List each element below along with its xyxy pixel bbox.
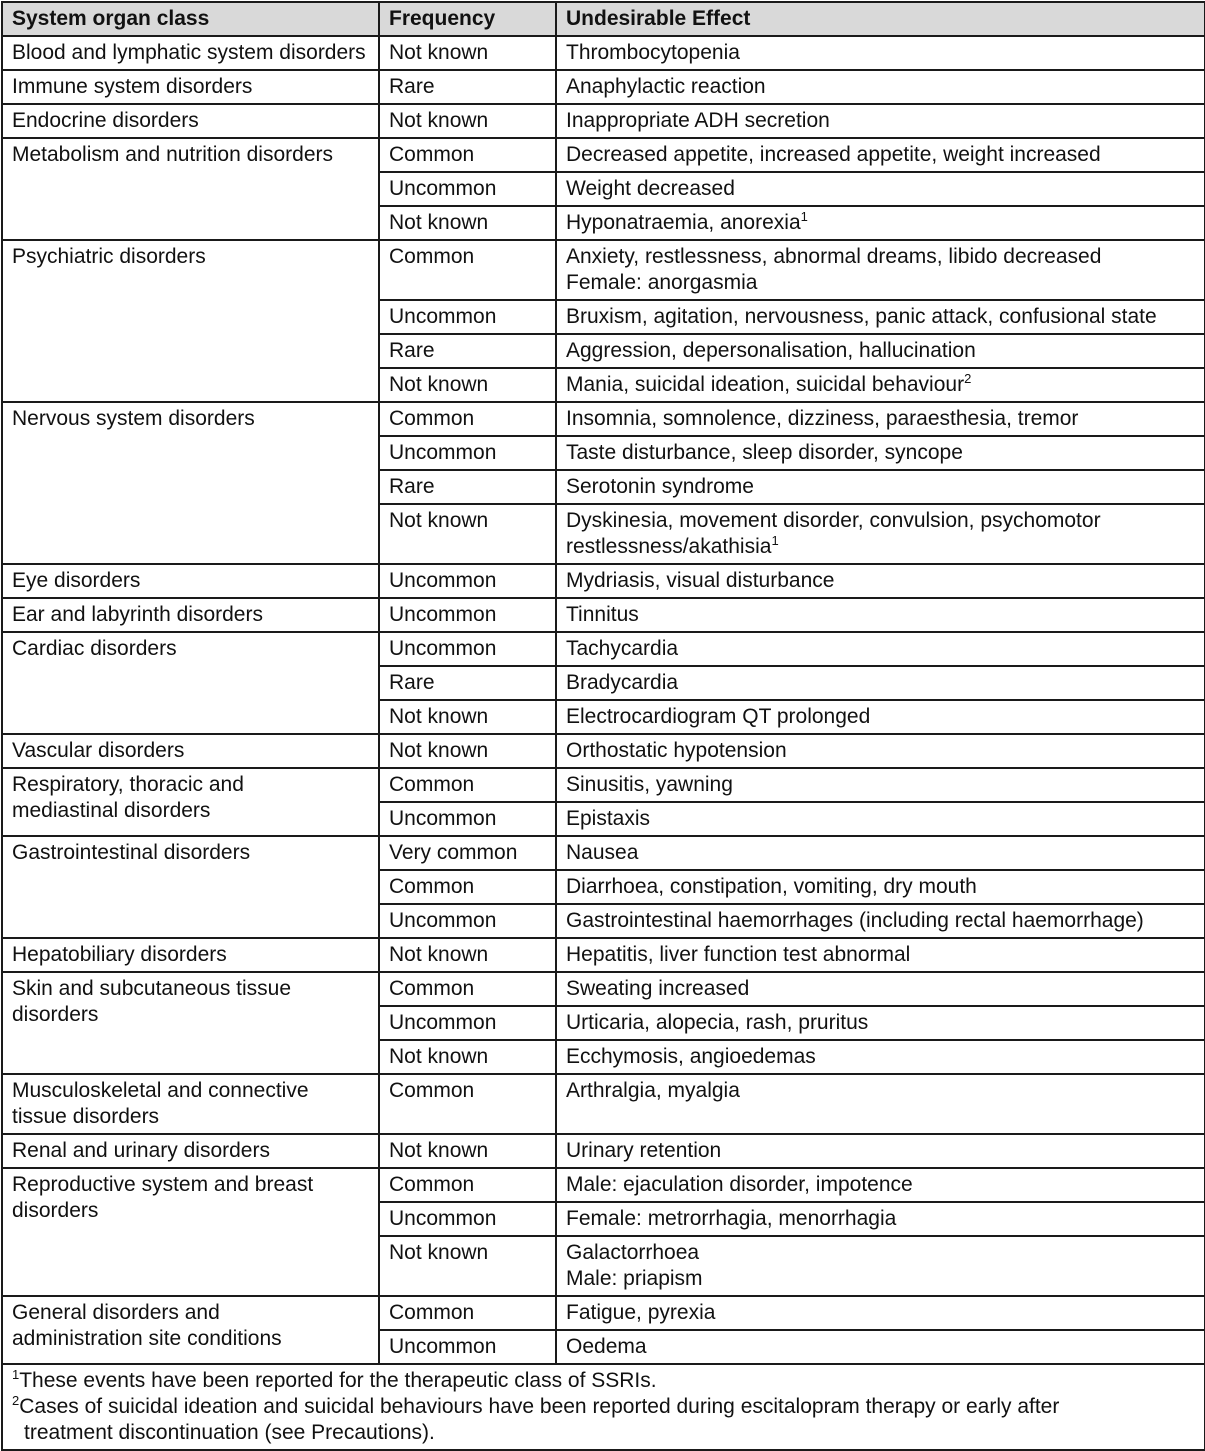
effect-text: Female: metrorrhagia, menorrhagia bbox=[566, 1207, 897, 1230]
undesirable-effect-cell bbox=[556, 206, 1205, 240]
frequency-cell: Not known bbox=[379, 206, 556, 240]
effect-text: Tinnitus bbox=[566, 603, 639, 626]
effect-text: Hyponatraemia, anorexia bbox=[566, 211, 801, 234]
effect-line bbox=[566, 74, 1195, 100]
undesirable-effect-cell bbox=[556, 802, 1205, 836]
effect-line bbox=[566, 1240, 1195, 1266]
table-row bbox=[2, 564, 1205, 598]
footnote-line bbox=[12, 1394, 1195, 1420]
frequency-cell: Uncommon bbox=[379, 1202, 556, 1236]
effect-text: Fatigue, pyrexia bbox=[566, 1301, 716, 1324]
effect-line bbox=[566, 670, 1195, 696]
undesirable-effect-cell bbox=[556, 632, 1205, 666]
footnotes bbox=[2, 1364, 1205, 1450]
undesirable-effect-cell bbox=[556, 768, 1205, 802]
footnote-line bbox=[12, 1420, 1195, 1446]
effect-text: Dyskinesia, movement disorder, convulsion, psychomotor bbox=[566, 509, 1101, 532]
undesirable-effect-cell bbox=[556, 700, 1205, 734]
system-organ-class-line: administration site conditions bbox=[12, 1327, 282, 1350]
effect-text: Male: ejaculation disorder, impotence bbox=[566, 1173, 913, 1196]
effect-line bbox=[566, 338, 1195, 364]
frequency-cell: Common bbox=[379, 1074, 556, 1134]
undesirable-effect-cell bbox=[556, 564, 1205, 598]
undesirable-effect-cell bbox=[556, 504, 1205, 564]
undesirable-effect-cell bbox=[556, 1202, 1205, 1236]
undesirable-effect-cell bbox=[556, 1236, 1205, 1296]
frequency-cell: Rare bbox=[379, 334, 556, 368]
frequency-cell: Uncommon bbox=[379, 564, 556, 598]
effect-line bbox=[566, 1334, 1195, 1360]
undesirable-effect-cell bbox=[556, 368, 1205, 402]
frequency-cell: Not known bbox=[379, 938, 556, 972]
effect-text: Urinary retention bbox=[566, 1139, 722, 1162]
footnote-reference: 1 bbox=[800, 209, 808, 224]
footnote-line bbox=[12, 1368, 1195, 1394]
adverse-effects-table bbox=[1, 1, 1205, 1451]
system-organ-class-line: mediastinal disorders bbox=[12, 799, 211, 822]
frequency-cell: Uncommon bbox=[379, 598, 556, 632]
system-organ-class-cell: Endocrine disorders bbox=[2, 104, 379, 138]
effect-text: Ecchymosis, angioedemas bbox=[566, 1045, 816, 1068]
effect-text: Decreased appetite, increased appetite, weight increased bbox=[566, 143, 1101, 166]
undesirable-effect-cell bbox=[556, 1168, 1205, 1202]
table-row bbox=[2, 402, 1205, 436]
system-organ-class-cell: Cardiac disorders bbox=[2, 632, 379, 734]
header-frequency: Frequency bbox=[379, 2, 556, 36]
table-row bbox=[2, 734, 1205, 768]
undesirable-effect-cell bbox=[556, 240, 1205, 300]
effect-text: Bruxism, agitation, nervousness, panic attack, confusional state bbox=[566, 305, 1157, 328]
frequency-cell: Not known bbox=[379, 1134, 556, 1168]
undesirable-effect-cell bbox=[556, 972, 1205, 1006]
table-row bbox=[2, 632, 1205, 666]
effect-line bbox=[566, 1138, 1195, 1164]
undesirable-effect-cell bbox=[556, 1006, 1205, 1040]
frequency-cell: Common bbox=[379, 972, 556, 1006]
frequency-cell: Not known bbox=[379, 1040, 556, 1074]
undesirable-effect-cell bbox=[556, 334, 1205, 368]
frequency-cell: Not known bbox=[379, 1236, 556, 1296]
system-organ-class-cell: Eye disorders bbox=[2, 564, 379, 598]
undesirable-effect-cell bbox=[556, 1296, 1205, 1330]
undesirable-effect-cell bbox=[556, 70, 1205, 104]
table-row bbox=[2, 240, 1205, 300]
effect-text: Aggression, depersonalisation, hallucination bbox=[566, 339, 976, 362]
system-organ-class-line: tissue disorders bbox=[12, 1105, 160, 1128]
frequency-cell: Uncommon bbox=[379, 632, 556, 666]
effect-line bbox=[566, 942, 1195, 968]
table-row bbox=[2, 1296, 1205, 1330]
table-row bbox=[2, 972, 1205, 1006]
header-row bbox=[2, 2, 1205, 36]
system-organ-class-cell: Immune system disorders bbox=[2, 70, 379, 104]
system-organ-class-cell: Metabolism and nutrition disorders bbox=[2, 138, 379, 240]
system-organ-class-line: General disorders and bbox=[12, 1301, 220, 1324]
effect-line bbox=[566, 1266, 1195, 1292]
effect-line bbox=[566, 1300, 1195, 1326]
footnote-marker: 1 bbox=[12, 1367, 20, 1382]
frequency-cell: Common bbox=[379, 768, 556, 802]
table-row bbox=[2, 598, 1205, 632]
effect-text: Female: anorgasmia bbox=[566, 271, 758, 294]
system-organ-class-cell bbox=[2, 1074, 379, 1134]
frequency-cell: Uncommon bbox=[379, 802, 556, 836]
system-organ-class-cell bbox=[2, 972, 379, 1074]
effect-text: Bradycardia bbox=[566, 671, 679, 694]
system-organ-class-cell: Gastrointestinal disorders bbox=[2, 836, 379, 938]
effect-line bbox=[566, 636, 1195, 662]
effect-text: Electrocardiogram QT prolonged bbox=[566, 705, 871, 728]
effect-text: Mydriasis, visual disturbance bbox=[566, 569, 835, 592]
effect-line bbox=[566, 704, 1195, 730]
effect-text: Gastrointestinal haemorrhages (including rectal haemorrhage) bbox=[566, 909, 1144, 932]
system-organ-class-cell: Hepatobiliary disorders bbox=[2, 938, 379, 972]
effect-text: Anaphylactic reaction bbox=[566, 75, 766, 98]
frequency-cell: Not known bbox=[379, 700, 556, 734]
footnote-text: Cases of suicidal ideation and suicidal behaviours have been reported during escitalopram therapy or early after bbox=[19, 1395, 1060, 1418]
frequency-cell: Not known bbox=[379, 104, 556, 138]
table-row bbox=[2, 70, 1205, 104]
effect-text: Arthralgia, myalgia bbox=[566, 1079, 740, 1102]
effect-text: Weight decreased bbox=[566, 177, 735, 200]
system-organ-class-cell bbox=[2, 768, 379, 836]
frequency-cell: Uncommon bbox=[379, 436, 556, 470]
effect-text: Sinusitis, yawning bbox=[566, 773, 733, 796]
undesirable-effect-cell bbox=[556, 1040, 1205, 1074]
system-organ-class-line: Musculoskeletal and connective bbox=[12, 1079, 309, 1102]
effect-line bbox=[566, 772, 1195, 798]
effect-text: Hepatitis, liver function test abnormal bbox=[566, 943, 911, 966]
undesirable-effect-cell bbox=[556, 904, 1205, 938]
undesirable-effect-cell bbox=[556, 104, 1205, 138]
footnote-text: These events have been reported for the therapeutic class of SSRIs. bbox=[19, 1369, 657, 1392]
effect-line bbox=[566, 440, 1195, 466]
table-body bbox=[2, 36, 1205, 1364]
table-row bbox=[2, 1134, 1205, 1168]
frequency-cell: Common bbox=[379, 870, 556, 904]
frequency-cell: Very common bbox=[379, 836, 556, 870]
effect-line bbox=[566, 1172, 1195, 1198]
system-organ-class-line: disorders bbox=[12, 1003, 99, 1026]
effect-line bbox=[566, 108, 1195, 134]
effect-line bbox=[566, 210, 1195, 236]
effect-text: restlessness/akathisia bbox=[566, 535, 772, 558]
undesirable-effect-cell bbox=[556, 734, 1205, 768]
effect-text: Tachycardia bbox=[566, 637, 679, 660]
frequency-cell: Common bbox=[379, 240, 556, 300]
system-organ-class-cell bbox=[2, 1296, 379, 1364]
undesirable-effect-cell bbox=[556, 1134, 1205, 1168]
undesirable-effect-cell bbox=[556, 666, 1205, 700]
footnote-marker: 2 bbox=[12, 1393, 20, 1408]
footnote-reference: 1 bbox=[771, 533, 779, 548]
effect-text: Thrombocytopenia bbox=[566, 41, 740, 64]
effect-text: Male: priapism bbox=[566, 1267, 703, 1290]
undesirable-effect-cell bbox=[556, 836, 1205, 870]
effect-text: Epistaxis bbox=[566, 807, 651, 830]
undesirable-effect-cell bbox=[556, 436, 1205, 470]
effect-text: Orthostatic hypotension bbox=[566, 739, 787, 762]
effect-text: Sweating increased bbox=[566, 977, 750, 1000]
effect-text: Nausea bbox=[566, 841, 639, 864]
effect-line bbox=[566, 534, 1195, 560]
effect-text: Inappropriate ADH secretion bbox=[566, 109, 830, 132]
system-organ-class-cell bbox=[2, 1168, 379, 1296]
system-organ-class-cell: Vascular disorders bbox=[2, 734, 379, 768]
effect-line bbox=[566, 304, 1195, 330]
effect-line bbox=[566, 840, 1195, 866]
effect-line bbox=[566, 602, 1195, 628]
header-system-organ-class: System organ class bbox=[2, 2, 379, 36]
effect-line bbox=[566, 1010, 1195, 1036]
effect-line bbox=[566, 874, 1195, 900]
system-organ-class-line: Skin and subcutaneous tissue bbox=[12, 977, 292, 1000]
table-row bbox=[2, 138, 1205, 172]
footnote-row bbox=[2, 1364, 1205, 1450]
frequency-cell: Rare bbox=[379, 470, 556, 504]
effect-line bbox=[566, 270, 1195, 296]
effect-line bbox=[566, 1078, 1195, 1104]
effect-line bbox=[566, 738, 1195, 764]
effect-line bbox=[566, 372, 1195, 398]
table-row bbox=[2, 1168, 1205, 1202]
table-row bbox=[2, 36, 1205, 70]
system-organ-class-line: Reproductive system and breast bbox=[12, 1173, 314, 1196]
undesirable-effect-cell bbox=[556, 470, 1205, 504]
effect-text: Serotonin syndrome bbox=[566, 475, 754, 498]
frequency-cell: Not known bbox=[379, 734, 556, 768]
undesirable-effect-cell bbox=[556, 1074, 1205, 1134]
frequency-cell: Common bbox=[379, 1168, 556, 1202]
effect-line bbox=[566, 176, 1195, 202]
effect-line bbox=[566, 474, 1195, 500]
undesirable-effect-cell bbox=[556, 870, 1205, 904]
undesirable-effect-cell bbox=[556, 1330, 1205, 1364]
frequency-cell: Not known bbox=[379, 368, 556, 402]
effect-text: Oedema bbox=[566, 1335, 647, 1358]
frequency-cell: Common bbox=[379, 138, 556, 172]
undesirable-effect-cell bbox=[556, 172, 1205, 206]
effect-line bbox=[566, 568, 1195, 594]
effect-line bbox=[566, 806, 1195, 832]
table-row bbox=[2, 768, 1205, 802]
system-organ-class-cell: Blood and lymphatic system disorders bbox=[2, 36, 379, 70]
effect-line bbox=[566, 1206, 1195, 1232]
frequency-cell: Uncommon bbox=[379, 300, 556, 334]
table-row bbox=[2, 836, 1205, 870]
system-organ-class-cell: Nervous system disorders bbox=[2, 402, 379, 564]
effect-line bbox=[566, 142, 1195, 168]
undesirable-effect-cell bbox=[556, 36, 1205, 70]
frequency-cell: Rare bbox=[379, 70, 556, 104]
system-organ-class-cell: Renal and urinary disorders bbox=[2, 1134, 379, 1168]
effect-line bbox=[566, 40, 1195, 66]
table-row bbox=[2, 938, 1205, 972]
system-organ-class-cell: Ear and labyrinth disorders bbox=[2, 598, 379, 632]
undesirable-effect-cell bbox=[556, 402, 1205, 436]
effect-text: Urticaria, alopecia, rash, pruritus bbox=[566, 1011, 869, 1034]
frequency-cell: Common bbox=[379, 402, 556, 436]
footnote-reference: 2 bbox=[964, 371, 972, 386]
frequency-cell: Not known bbox=[379, 36, 556, 70]
effect-text: Insomnia, somnolence, dizziness, paraesthesia, tremor bbox=[566, 407, 1079, 430]
frequency-cell: Uncommon bbox=[379, 172, 556, 206]
system-organ-class-line: Respiratory, thoracic and bbox=[12, 773, 244, 796]
undesirable-effect-cell bbox=[556, 598, 1205, 632]
frequency-cell: Uncommon bbox=[379, 1006, 556, 1040]
system-organ-class-cell: Psychiatric disorders bbox=[2, 240, 379, 402]
table-row bbox=[2, 1074, 1205, 1134]
frequency-cell: Uncommon bbox=[379, 904, 556, 938]
table-row bbox=[2, 104, 1205, 138]
header-undesirable-effect: Undesirable Effect bbox=[556, 2, 1205, 36]
footnote-text: treatment discontinuation (see Precautions). bbox=[24, 1421, 435, 1444]
effect-line bbox=[566, 508, 1195, 534]
frequency-cell: Common bbox=[379, 1296, 556, 1330]
effect-text: Taste disturbance, sleep disorder, syncope bbox=[566, 441, 963, 464]
effect-text: Mania, suicidal ideation, suicidal behaviour bbox=[566, 373, 965, 396]
effect-line bbox=[566, 244, 1195, 270]
frequency-cell: Uncommon bbox=[379, 1330, 556, 1364]
system-organ-class-line: disorders bbox=[12, 1199, 99, 1222]
effect-line bbox=[566, 976, 1195, 1002]
effect-line bbox=[566, 908, 1195, 934]
undesirable-effect-cell bbox=[556, 938, 1205, 972]
effect-line bbox=[566, 406, 1195, 432]
effect-text: Anxiety, restlessness, abnormal dreams, libido decreased bbox=[566, 245, 1102, 268]
effect-line bbox=[566, 1044, 1195, 1070]
effect-text: Galactorrhoea bbox=[566, 1241, 700, 1264]
frequency-cell: Not known bbox=[379, 504, 556, 564]
effect-text: Diarrhoea, constipation, vomiting, dry mouth bbox=[566, 875, 977, 898]
undesirable-effect-cell bbox=[556, 300, 1205, 334]
undesirable-effect-cell bbox=[556, 138, 1205, 172]
frequency-cell: Rare bbox=[379, 666, 556, 700]
